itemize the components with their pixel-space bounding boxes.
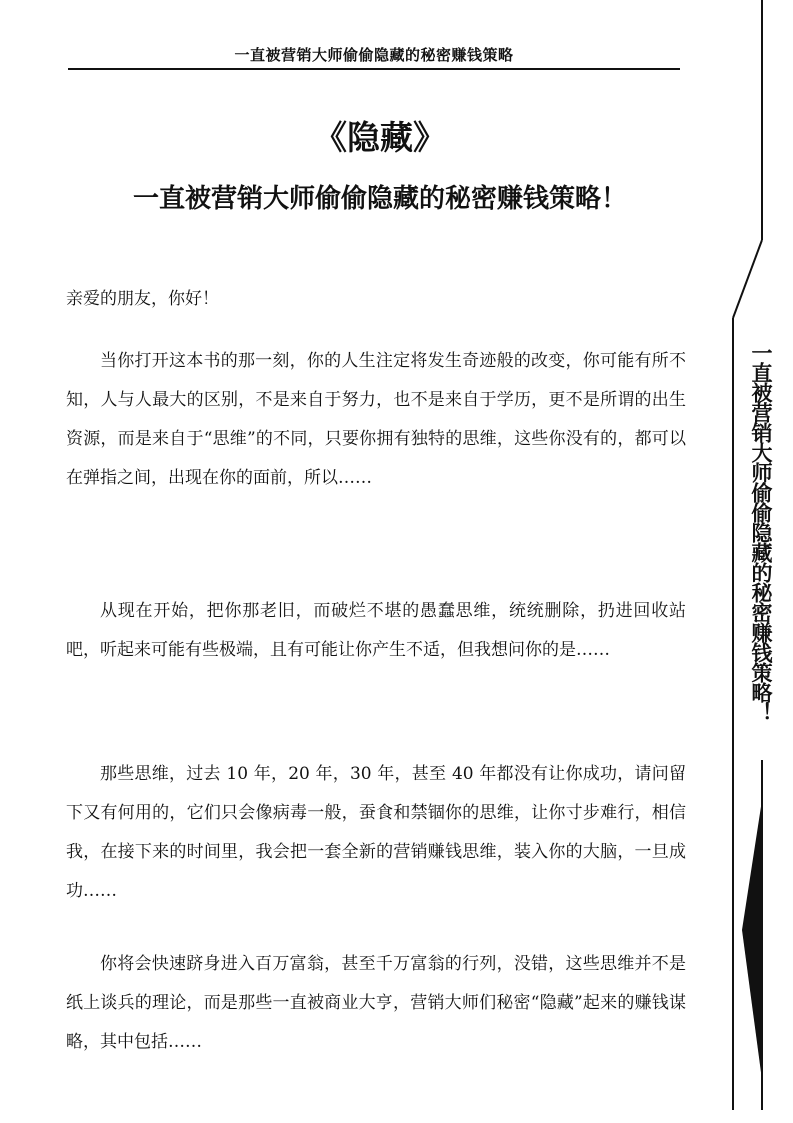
greeting: 亲爱的朋友，你好！ — [66, 289, 219, 309]
side-tab-title: 一直被营销大师偷偷隐藏的秘密赚钱策略！ — [749, 342, 773, 722]
book-title: 《隐藏》 — [314, 118, 446, 157]
book-subtitle: 一直被营销大师偷偷隐藏的秘密赚钱策略！ — [132, 184, 627, 214]
paragraph-3: 那些思维，过去 10 年，20 年，30 年，甚至 40 年都没有让你成功，请问留下又有何用的，它们只会像病毒一般，蚕食和禁锢你的思维，让你寸步难行，相信我，在接下来的时间里，我会把一套全新的营销赚钱思维，装入你的大脑，一旦成功…… — [66, 764, 686, 901]
paragraph-4: 你将会快速跻身进入百万富翁，甚至千万富翁的行列，没错，这些思维并不是纸上谈兵的理论，而是那些一直被商业大亨，营销大师们秘密“隐藏”起来的赚钱谋略，其中包括…… — [66, 954, 686, 1052]
side-spindle-shape — [742, 800, 762, 1080]
side-line-slant — [733, 240, 762, 318]
running-header: 一直被营销大师偷偷隐藏的秘密赚钱策略 — [234, 46, 514, 64]
paragraph-1: 当你打开这本书的那一刻，你的人生注定将发生奇迹般的改变，你可能有所不知，人与人最大的区别，不是来自于努力，也不是来自于学历，更不是所谓的出生资源，而是来自于“思维”的不同，只要你拥有独特的思维，这些你没有的，都可以在弹指之间，出现在你的面前，所以…… — [66, 351, 686, 488]
paragraph-2: 从现在开始，把你那老旧，而破烂不堪的愚蠢思维，统统删除，扔进回收站吧，听起来可能有些极端，且有可能让你产生不适，但我想问你的是…… — [66, 601, 686, 660]
